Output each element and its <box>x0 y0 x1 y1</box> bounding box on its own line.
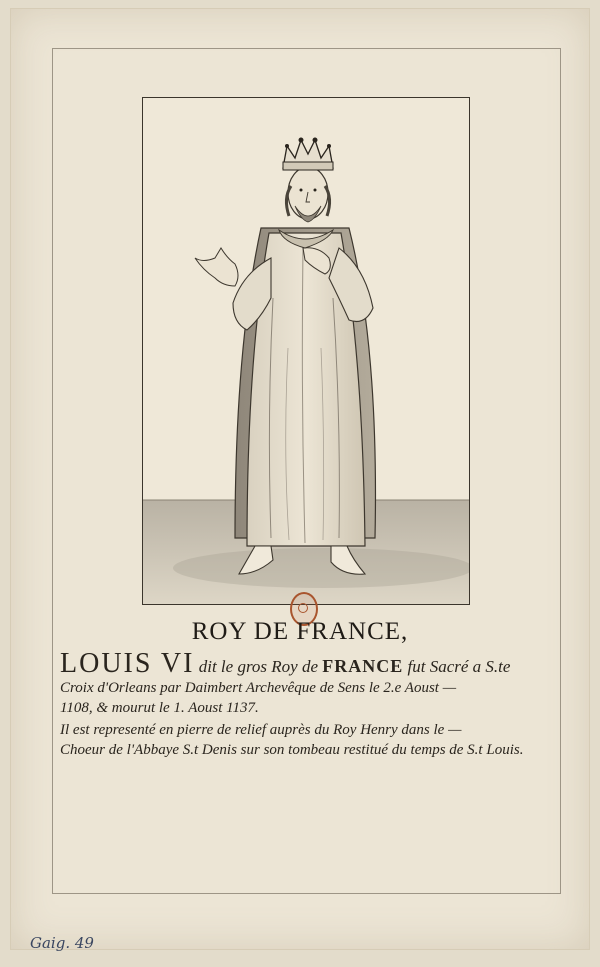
caption-line-2: Croix d'Orleans par Daimbert Archevêque de Sens le 2.e Aoust — <box>60 680 457 696</box>
caption-line-3: 1108, & mourut le 1. Aoust 1137. <box>60 700 259 716</box>
caption-line-1-rest: dit le gros Roy de <box>194 657 323 676</box>
kingdom-name: FRANCE <box>322 656 404 676</box>
caption-line-1-tail: fut Sacré a S.te <box>403 657 511 676</box>
portrait-frame <box>142 97 470 605</box>
king-illustration <box>143 98 469 604</box>
caption-line-5: Choeur de l'Abbaye S.t Denis sur son tombeau restitué du temps de S.t Louis. <box>60 742 524 758</box>
left-hand <box>195 248 238 286</box>
king-name: LOUIS VI <box>60 648 195 679</box>
caption-line-1 <box>60 648 580 680</box>
catalog-mark: Gaig. 49 <box>30 934 94 952</box>
caption-line-4: Il est representé en pierre de relief auprès du Roy Henry dans le — <box>60 722 462 738</box>
page-title: ROY DE FRANCE, <box>191 618 409 645</box>
